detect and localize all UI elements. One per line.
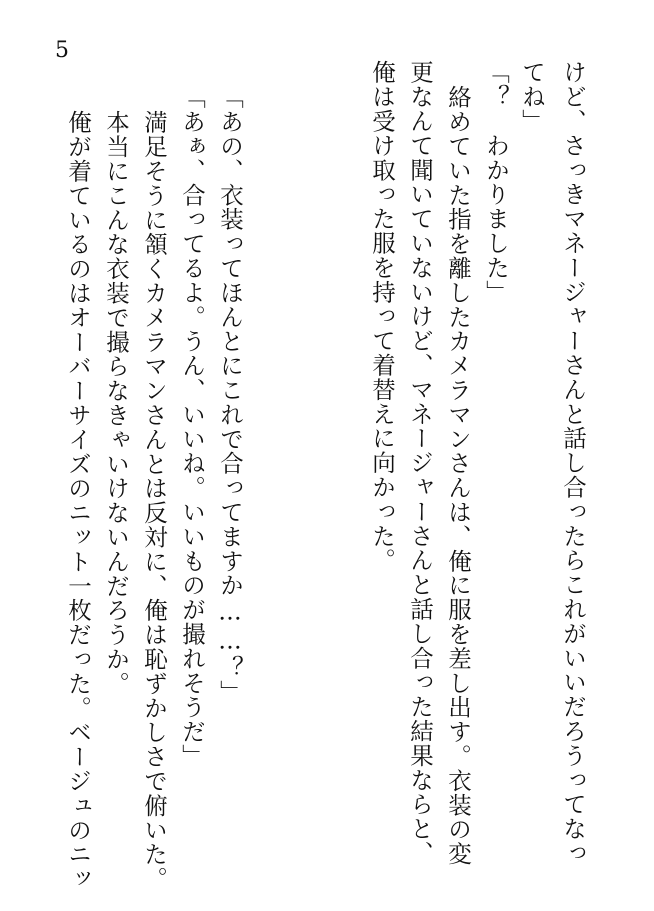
text-line-3: 「？ わかりました」 <box>482 60 510 304</box>
text-line-2: てね」 <box>518 60 546 134</box>
text-line-5: 更なんて聞いていないけど、マネージャーさんと話し合った結果ならと、 <box>406 60 434 866</box>
text-line-6: 俺は受け取った服を持って着替えに向かった。 <box>368 60 396 573</box>
page-number: 5 <box>55 38 69 63</box>
text-line-11: 俺が着ているのはオーバーサイズのニット一枚だった。ベージュのニッ <box>64 110 92 891</box>
text-line-7: 「あの、衣装ってほんとにこれで合ってますか……？」 <box>216 85 244 704</box>
text-line-8: 「あぁ、合ってるよ。うん、いいね。いいものが撮れそうだ」 <box>178 85 206 769</box>
text-line-4: 絡めていた指を離したカメラマンさんは、俺に服を差し出す。衣装の変 <box>444 85 472 866</box>
text-line-1: けど、さっきマネージャーさんと話し合ったらこれがいいだろうってなっ <box>559 60 587 866</box>
text-line-10: 本当にこんな衣装で撮らなきゃいけないんだろうか。 <box>102 110 130 696</box>
text-line-9: 満足そうに頷くカメラマンさんとは反対に、俺は恥ずかしさで俯いた。 <box>140 110 168 891</box>
